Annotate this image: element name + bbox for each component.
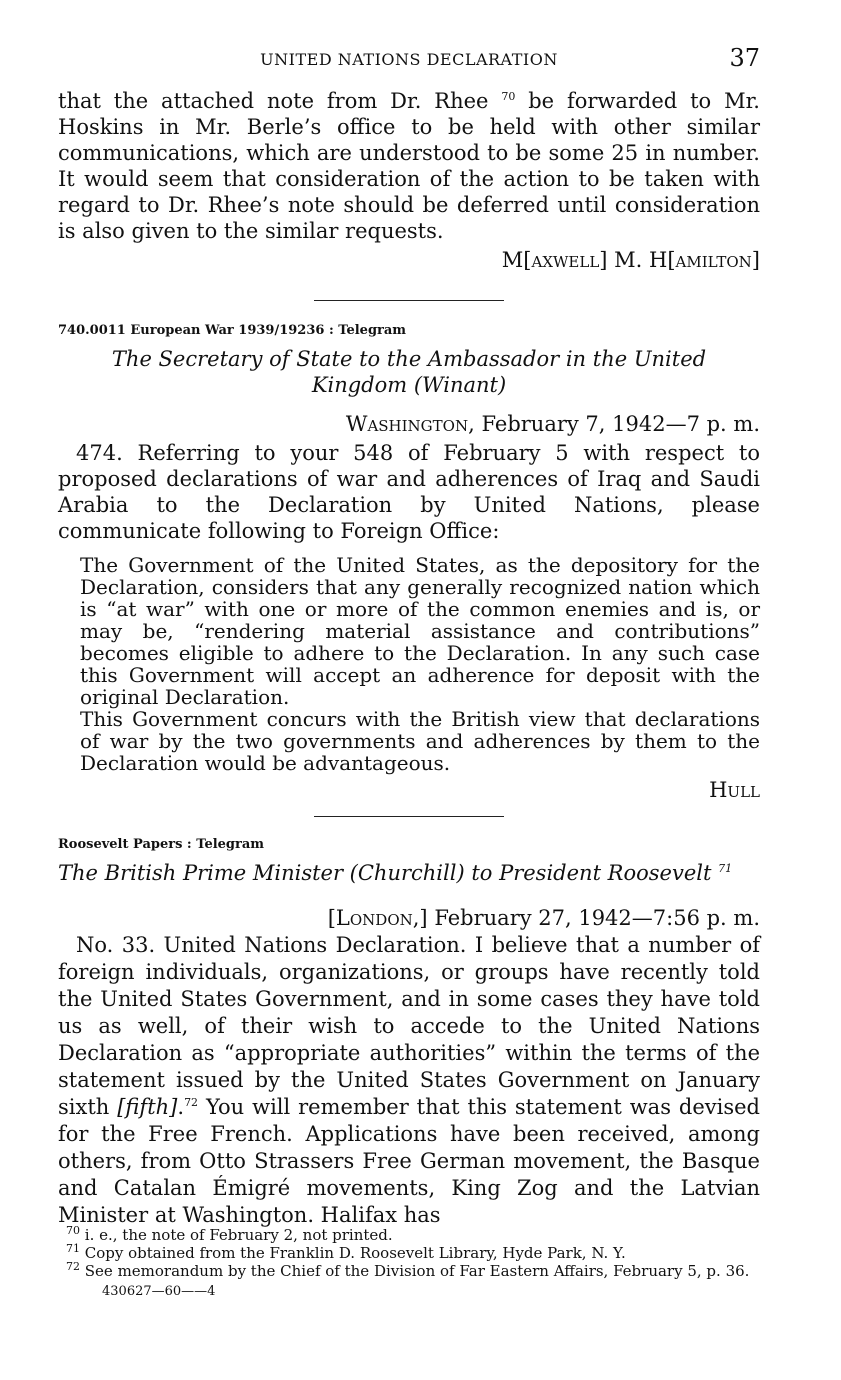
footnote-number: 72 [66,1260,80,1273]
footnotes [50,1226,762,1299]
print-code: 430627—60——4 [102,1284,216,1299]
page-body [58,88,760,1229]
running-head: UNITED NATIONS DECLARATION [260,50,558,69]
telegram-text-start: No. 33. United Nations Declaration. I believe that a number of foreign individuals, organizations, or groups have recently told the United States Government, and in some cases they have told us as well, of their wish to accede to the United Nations Declaration as “appropriate authorities” within the terms of the statement issued by the United States Government on January sixth [58,933,760,1119]
page-number: 37 [729,44,760,72]
footnote-text: i. e., the note of February 2, not printed. [84,1226,393,1244]
memo-text-start: that the attached note from Dr. Rhee [58,89,489,113]
dateline [58,412,760,436]
bracket-correction: [fifth] [117,1095,178,1119]
footnote-ref-71: 71 [718,862,733,875]
footnote [50,1226,762,1244]
document-title: The Secretary of State to the Ambassador in the United Kingdom (Winant) [111,347,707,397]
footnote-number: 70 [66,1224,80,1237]
quoted-paragraph: The Government of the United States, as the depository for the Declaration, considers that any generally recognized nation which is “at war” with one or more of the common enemies and is, or may be, “rendering material assistance and contributions” becomes eligible to adhere to the Declaration. In any such case this Government will accept an adherence for deposit with the original Declaration. [80,553,760,709]
footnote [50,1262,762,1280]
file-reference: 740.0011 European War 1939/19236 : Telegram [58,323,407,338]
document-title-text: The British Prime Minister (Churchill) to President Roosevelt [58,861,712,885]
telegram-text-rest: You will remember that this statement was devised for the Free French. Applications have been received, among others, from Otto Strassers Free German movement, the Basque and Catalan Émigré movements, King Zog and the Latvian Minister at Washington. Halifax has [58,1095,760,1227]
telegram-signature: Hull [709,778,760,802]
dateline-date: February 27, 1942—7:56 p. m. [434,906,760,930]
footnote-ref-72: 72 [184,1096,199,1109]
footnote-text: See memorandum by the Chief of the Division of Far Eastern Affairs, February 5, p. 36. [84,1262,750,1280]
quoted-paragraph: This Government concurs with the British view that declarations of war by the two governments and adherences by them to the Declaration would be advantageous. [80,707,760,775]
dateline [58,906,760,930]
footnote-number: 71 [66,1242,80,1255]
memo-paragraph [58,88,760,244]
dateline-place: Washington, [345,412,475,436]
telegram-paragraph: No. 33. United Nations Declaration. I believe that a number of foreign individuals, organizations, or groups have recently told the United States Government, and in some cases they have told us as well, of their wish to accede to the United Nations Declaration as “appropriate authorities” within the terms of the statement issued by the United States Government on January sixth [fifth].$^{72}$ You will remember that this statement was devised for the Free French. Applications have been received, among others, from Otto Strassers Free German movement, the Basque and Catalan Émigré movements, King Zog and the Latvian Minister at Washington. Halifax has [58,933,760,1227]
memo-signature: M[axwell] M. H[amilton] [501,248,760,272]
dateline-place: [London,] [327,906,428,930]
document-title [58,860,760,886]
memo-text-rest: be forwarded to Mr. Hoskins in Mr. Berle’s office to be held with other similar communications, which are understood to be some 25 in number. It would seem that consideration of the action to be taken with regard to Dr. Rhee’s note should be deferred until consideration is also given to the similar requests. [58,89,760,243]
footnote-text: Copy obtained from the Franklin D. Roosevelt Library, Hyde Park, N. Y. [84,1244,626,1262]
dateline-date: February 7, 1942—7 p. m. [481,412,760,436]
footnote [50,1244,762,1262]
footnote-ref-70: 70 [501,90,516,103]
file-reference: Roosevelt Papers : Telegram [58,837,265,852]
telegram-paragraph: 474. Referring to your 548 of February 5 with respect to proposed declarations of war and adherences of Iraq and Saudi Arabia to the Declaration by United Nations, please communicate following to Foreign Office: [58,441,760,543]
page-header [58,44,760,76]
